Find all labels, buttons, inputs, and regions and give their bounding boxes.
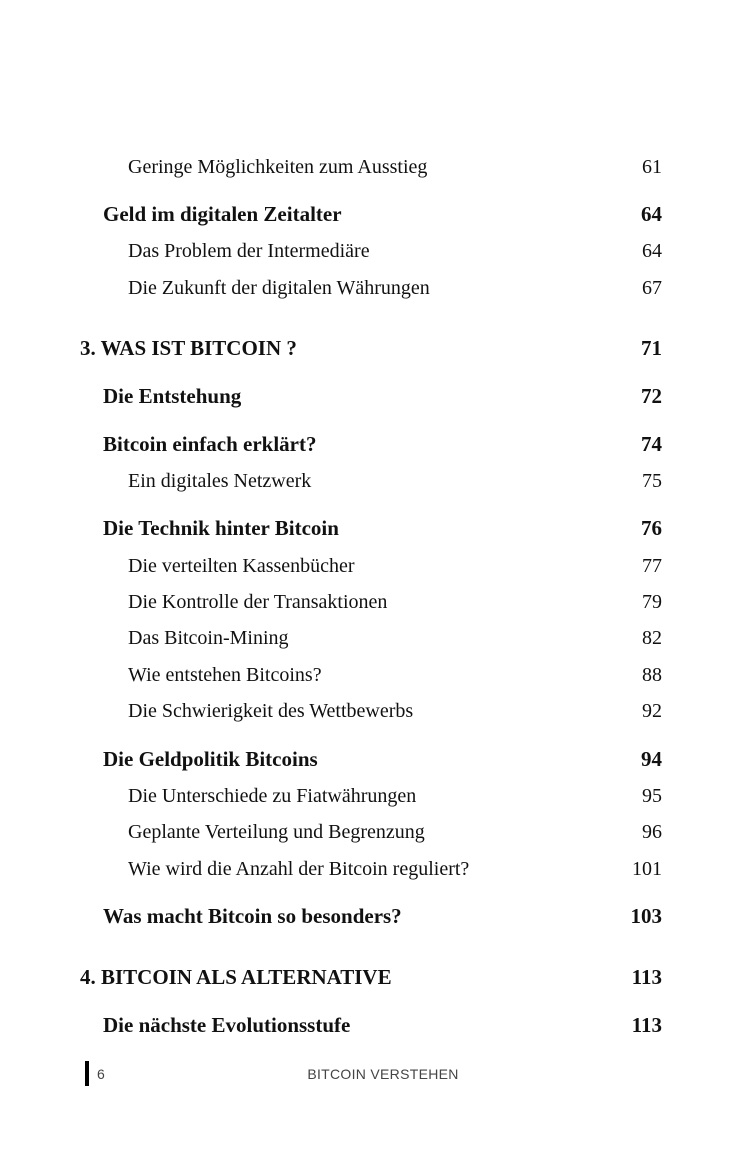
toc-entry-page: 95: [642, 785, 662, 807]
toc-entry-page: 96: [642, 821, 662, 843]
toc-entry-title: Wie wird die Anzahl der Bitcoin reguliert?: [128, 858, 470, 880]
toc-entry: [0, 817, 756, 847]
toc-entry: [0, 854, 756, 884]
footer-page-number: 6: [97, 1066, 105, 1082]
toc-entry-title: Die verteilten Kassenbücher: [128, 555, 355, 577]
toc-entry-page: 77: [642, 555, 662, 577]
toc-entry: [0, 273, 756, 303]
toc-section-title: Die Entstehung: [103, 384, 242, 408]
toc-entry-title: Die Unterschiede zu Fiatwährungen: [128, 785, 417, 807]
toc-entry-title: Ein digitales Netzwerk: [128, 470, 312, 492]
toc-section: [0, 429, 756, 459]
toc-entry-page: 79: [642, 591, 662, 613]
toc-section-page: 76: [641, 516, 662, 540]
toc-entry: [0, 623, 756, 653]
toc-entry: [0, 466, 756, 496]
toc-section-page: 64: [641, 202, 662, 226]
toc-entry-title: Die Zukunft der digitalen Währungen: [128, 277, 430, 299]
toc-section-title: Bitcoin einfach erklärt?: [103, 432, 317, 456]
toc-entry-title: Die Kontrolle der Transaktionen: [128, 591, 388, 613]
toc-section-page: 113: [631, 1013, 662, 1037]
toc-chapter-title: 4. BITCOIN ALS ALTERNATIVE: [80, 965, 392, 989]
toc-section-title: Was macht Bitcoin so besonders?: [103, 904, 402, 928]
toc-section-title: Geld im digitalen Zeitalter: [103, 202, 342, 226]
toc-entry-page: 92: [642, 700, 662, 722]
toc-section-page: 94: [641, 747, 662, 771]
toc-entry-page: 88: [642, 664, 662, 686]
toc-chapter: [0, 333, 756, 363]
toc-chapter-title: 3. WAS IST BITCOIN ?: [80, 336, 297, 360]
toc-entry-page: 82: [642, 627, 662, 649]
toc-entry: [0, 152, 756, 182]
toc-section: [0, 513, 756, 543]
toc-entry-page: 67: [642, 277, 662, 299]
toc-section-title: Die nächste Evolutionsstufe: [103, 1013, 351, 1037]
toc-entry-title: Das Problem der Intermediäre: [128, 240, 370, 262]
toc-chapter: [0, 962, 756, 992]
toc-entry-title: Die Schwierigkeit des Wettbewerbs: [128, 700, 414, 722]
toc-section: [0, 744, 756, 774]
toc-section: [0, 199, 756, 229]
toc-entry-page: 64: [642, 240, 662, 262]
toc-entry-page: 101: [632, 858, 662, 880]
toc-entry: [0, 587, 756, 617]
toc-entry-page: 75: [642, 470, 662, 492]
footer-running-title: BITCOIN VERSTEHEN: [307, 1066, 459, 1082]
toc-section-page: 74: [641, 432, 662, 456]
toc-entry: [0, 236, 756, 266]
toc-section-page: 72: [641, 384, 662, 408]
toc-entry-title: Geplante Verteilung und Begrenzung: [128, 821, 425, 843]
toc-entry: [0, 660, 756, 690]
toc-entry: [0, 781, 756, 811]
toc-section-title: Die Geldpolitik Bitcoins: [103, 747, 318, 771]
toc-section-page: 103: [630, 904, 662, 928]
toc-entry: [0, 696, 756, 726]
toc-entry-title: Das Bitcoin-Mining: [128, 627, 289, 649]
toc-entry: [0, 551, 756, 581]
toc-section-title: Die Technik hinter Bitcoin: [103, 516, 339, 540]
toc-chapter-page: 113: [631, 965, 662, 989]
toc-section: [0, 1010, 756, 1040]
toc-entry-title: Wie entstehen Bitcoins?: [128, 664, 322, 686]
toc-entry-title: Geringe Möglichkeiten zum Ausstieg: [128, 156, 428, 178]
toc-section: [0, 901, 756, 931]
toc-entry-page: 61: [642, 156, 662, 178]
toc-section: [0, 381, 756, 411]
toc-chapter-page: 71: [641, 336, 662, 360]
